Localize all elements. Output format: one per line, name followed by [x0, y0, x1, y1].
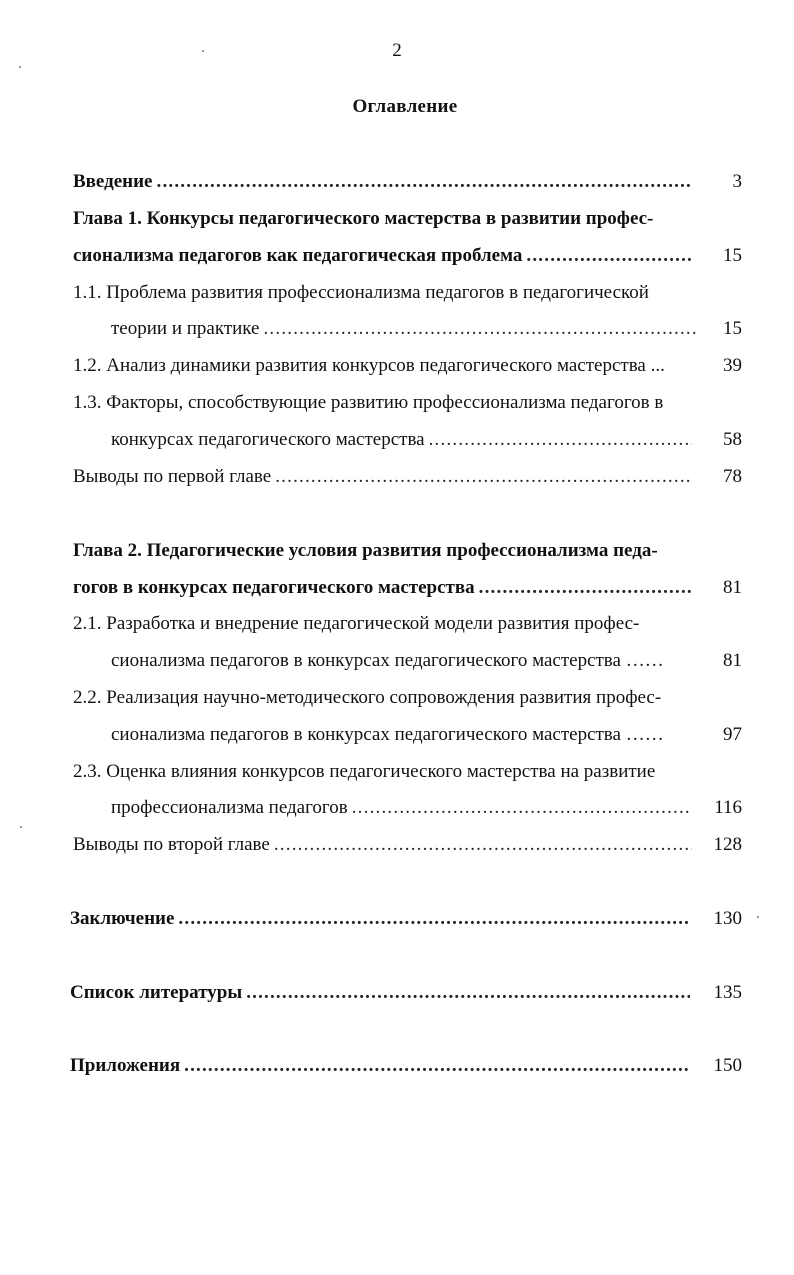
dot-leader — [157, 168, 693, 196]
toc-entry-appendices — [70, 1052, 694, 1080]
section-1-1-line1: 1.1. Проблема развития профессионализма педагогов в педагогической — [73, 282, 649, 303]
toc-page-number: 78 — [723, 466, 742, 487]
scan-speck — [20, 826, 22, 828]
toc-entry-label: теории и практике — [111, 318, 260, 339]
toc-entry-introduction — [73, 168, 696, 196]
dot-leader — [479, 574, 692, 602]
toc-page-number: 81 — [723, 650, 742, 671]
section-1-3-line1: 1.3. Факторы, способствующие развитию профессионализма педагогов в — [73, 392, 664, 413]
toc-entry-chapter-1 — [73, 242, 696, 270]
toc-entry-section-1-3 — [111, 426, 696, 454]
toc-entry-section-1-1 — [111, 315, 703, 343]
toc-page-number: 81 — [723, 577, 742, 598]
toc-entry-label: Введение — [73, 171, 153, 192]
toc-page-number: 135 — [713, 982, 742, 1003]
toc-page-number: 15 — [723, 318, 742, 339]
toc-page-number: 128 — [713, 834, 742, 855]
toc-entry-label: гогов в конкурсах педагогического мастерства — [73, 577, 475, 598]
dot-leader — [274, 831, 692, 859]
dot-leader — [275, 463, 692, 491]
toc-entry-label: конкурсах педагогического мастерства — [111, 429, 425, 450]
toc-page-number: 97 — [723, 724, 742, 745]
toc-entry-label: Выводы по первой главе — [73, 466, 272, 487]
toc-entry-label: Приложения — [70, 1055, 181, 1076]
section-2-2-line1: 2.2. Реализация научно-методического сопровождения развития профес- — [73, 687, 662, 708]
toc-title: Оглавление — [352, 96, 458, 117]
chapter-2-heading-line1: Глава 2. Педагогические условия развития профессионализма педа- — [73, 540, 658, 561]
dot-leader — [429, 426, 692, 454]
toc-entry-label: Список литературы — [70, 982, 243, 1003]
dot-leader — [352, 794, 692, 822]
toc-entry-chapter-2-conclusions — [73, 831, 696, 859]
section-2-1-line1: 2.1. Разработка и внедрение педагогической модели развития профес- — [73, 613, 640, 634]
chapter-1-heading-line1: Глава 1. Конкурсы педагогического мастерства в развитии профес- — [73, 208, 654, 229]
toc-page-number: 39 — [723, 355, 742, 376]
scan-speck — [19, 66, 21, 68]
toc-entry-conclusion — [70, 905, 694, 933]
scan-speck — [757, 916, 759, 918]
toc-entry-label: Выводы по второй главе — [73, 834, 270, 855]
toc-entry-label: Заключение — [70, 908, 175, 929]
toc-entry-label: сионализма педагогов как педагогическая проблема — [73, 245, 523, 266]
toc-page-number: 116 — [714, 797, 742, 818]
toc-entry-chapter-1-conclusions — [73, 463, 696, 491]
dot-leader — [246, 979, 690, 1007]
page-number: 2 — [392, 40, 402, 61]
dot-leader — [178, 905, 690, 933]
toc-entry-label: профессионализма педагогов — [111, 797, 348, 818]
toc-page-number: 130 — [713, 908, 742, 929]
toc-entry-section-2-3 — [111, 794, 696, 822]
section-2-3-line1: 2.3. Оценка влияния конкурсов педагогического мастерства на развитие — [73, 761, 656, 782]
toc-page-number: 15 — [723, 245, 742, 266]
toc-entry-section-2-1: сионализма педагогов в конкурсах педагогического мастерства …… — [111, 650, 664, 671]
toc-page-number: 150 — [713, 1055, 742, 1076]
toc-entry-chapter-2 — [73, 574, 696, 602]
dot-leader — [184, 1052, 690, 1080]
toc-page-number: 58 — [723, 429, 742, 450]
toc-entry-references — [70, 979, 694, 1007]
toc-entry-section-2-2: сионализма педагогов в конкурсах педагогического мастерства …… — [111, 724, 664, 745]
scan-speck — [202, 50, 204, 52]
dot-leader — [263, 315, 699, 343]
dot-leader — [526, 242, 692, 270]
toc-page-number: 3 — [732, 171, 742, 192]
toc-entry-section-1-2: 1.2. Анализ динамики развития конкурсов педагогического мастерства ... — [73, 355, 665, 376]
